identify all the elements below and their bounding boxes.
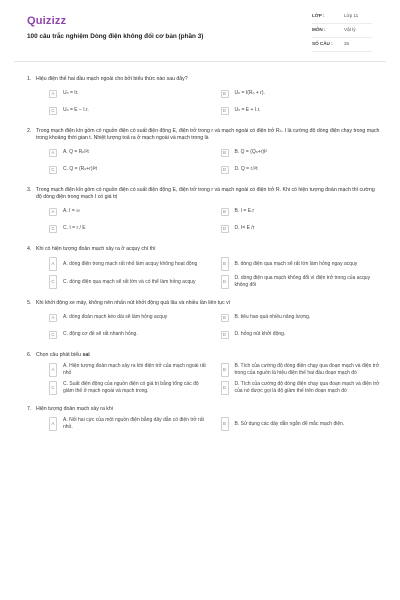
option-letter: A [49,417,57,431]
option-b[interactable] [221,363,381,377]
option-b[interactable] [221,257,381,271]
option-letter: B [221,363,229,377]
option-letter: A [49,149,57,157]
option-c[interactable] [49,328,209,341]
option-letter: A [49,314,57,322]
option-b[interactable] [221,311,381,324]
meta-label: MÔN : [312,27,326,33]
option-text: C. Suất điện động của nguồn điện có giá trị bằng tổng các độ giảm thế ở mạch ngoài và mạch trong. [63,381,199,395]
option-text: A. dòng điện trong mạch rất nhỏ làm acquy không hoạt động [63,260,198,267]
option-letter: C [49,225,57,233]
question-text: Khi khởi động xe máy, không nên nhấn nút khởi động quá lâu và nhiều lần liên tục vì [36,300,231,307]
option-a[interactable] [49,146,209,159]
question-text [36,352,386,359]
option-text: B. Q = (Qₙ+r)I² [234,149,268,156]
question-1 [14,76,386,117]
option-text: A. Hiện tượng đoản mạch xảy ra khi điện trở của mạch ngoài rất nhỏ [63,363,206,377]
option-text: C. dòng điện qua mạch sẽ rất lớn và có thể làm hỏng acquy [63,278,196,285]
option-d[interactable] [221,328,381,341]
option-letter: C [49,107,57,115]
option-letter: B [221,257,229,271]
option-a[interactable] [49,257,209,271]
option-b[interactable] [221,417,381,431]
question-4 [14,246,386,289]
option-letter: C [49,275,57,289]
option-letter: C [49,166,57,174]
option-a[interactable] [49,417,209,431]
option-text: A. I = ∞ [63,208,80,215]
question-text-main: Chọn câu phát biểu [36,352,81,359]
meta-label: LỚP : [312,13,325,19]
meta-value: Vật lý [344,27,356,33]
option-letter: D [221,225,229,233]
meta-table [312,10,372,52]
question-text: Khi có hiện tượng đoản mạch xảy ra ở acquy chì thì [36,246,156,253]
question-number: 1. [27,76,32,82]
option-letter: B [221,208,229,216]
option-d[interactable] [221,275,381,289]
option-c[interactable] [49,104,209,117]
question-2 [14,128,386,176]
option-text: Uₙ = E + I.r. [234,107,261,114]
question-text: Hiệu điện thế hai đầu mạch ngoài cho bởi biểu thức nào sau đây? [36,76,188,82]
option-d[interactable] [221,222,381,235]
option-letter: B [221,417,229,431]
option-c[interactable] [49,381,209,395]
question-3 [14,187,386,235]
question-number: 7. [27,406,32,413]
option-letter: D [221,166,229,174]
worksheet-title: 100 câu trắc nghiệm Dòng điện không đổi cơ bản (phần 3) [27,33,204,40]
option-text: D. Q = r.I²t [234,166,258,173]
option-text: B. dòng điện qua mạch sẽ rất lớn làm hỏng ngay acquy [234,260,358,267]
option-b[interactable] [221,205,381,218]
option-letter: B [221,90,229,98]
option-text: D. dòng điện qua mạch không đổi vì điện trở trong của acquy không đổi [234,275,371,289]
option-text: B. Tích của cường độ dòng điện chạy qua đoạn mạch và điện trở trong của nguồn là hiệu điện thế hai đầu đoạn mạch đó [234,363,380,377]
option-d[interactable] [221,381,381,395]
question-number: 4. [27,246,32,253]
meta-row-grade [312,10,372,24]
option-c[interactable] [49,222,209,235]
question-6 [14,352,386,395]
option-text: Uₙ = I(Rₙ + r). [234,90,265,97]
question-text: Hiện tượng đoản mạch xảy ra khi [36,406,113,413]
option-letter: D [221,381,229,395]
option-c[interactable] [49,275,209,289]
option-a[interactable] [49,87,209,100]
question-number: 3. [27,187,32,194]
option-text: A. Nối hai cực của một nguồn điện bằng dây dẫn có điện trở rất nhỏ. [63,417,204,431]
option-text: A. dòng đoản mạch kéo dài sẽ làm hỏng acquy [63,314,168,321]
question-text-emphasis: sai [82,352,90,359]
option-letter: B [221,149,229,157]
option-text: B. Sử dụng các dây dẫn ngắn để mắc mạch điện. [234,420,345,427]
option-text: C. I = r / E [63,225,86,232]
option-letter: D [221,275,229,289]
meta-row-count [312,38,372,52]
option-a[interactable] [49,311,209,324]
option-c[interactable] [49,163,209,176]
meta-row-subject [312,24,372,38]
option-letter: A [49,363,57,377]
option-b[interactable] [221,87,381,100]
option-text: C. Q = (Rₙ+r)I²t [63,166,97,173]
question-number: 5. [27,300,32,307]
question-number: 6. [27,352,32,359]
option-text: C. động cơ đề sẽ rất nhanh hỏng. [63,331,138,338]
option-text: Uₙ = E – I.r. [63,107,89,114]
option-text: A. Q = RₙI²t [63,149,89,156]
quizizz-logo: Quizizz [27,15,67,27]
meta-value: 25 [344,41,350,47]
option-letter: A [49,257,57,271]
option-d[interactable] [221,104,381,117]
option-a[interactable] [49,205,209,218]
option-text: Uₙ = Ir. [63,90,79,97]
option-text: B. I = E.r [234,208,255,215]
option-text: D. Tích của cường độ dòng điện chạy qua đoạn mạch và điện trở của nó được gọi là độ giảm thế trên đoạn mạch đó [234,381,380,395]
question-5 [14,300,386,341]
option-a[interactable] [49,363,209,377]
option-d[interactable] [221,163,381,176]
question-text: Trong mạch điện kín gồm có nguồn điện có suất điện động E, điện trở trong r và mạch ngoài có điện trở R. Khi có hiện tượng đoản mạch thì cường độ dòng điện trong mạch I có giá trị [36,187,375,201]
option-b[interactable] [221,146,381,159]
option-text: D. I= E /r [234,225,255,232]
option-letter: A [49,90,57,98]
question-list [14,62,386,431]
meta-label: SỐ CÂU : [312,41,333,47]
option-text: B. tiêu hao quá nhiều năng lượng. [234,314,311,321]
option-letter: B [221,314,229,322]
option-letter: C [49,331,57,339]
option-letter: D [221,107,229,115]
question-text: Trong mạch điện kín gồm có nguồn điện có suất điện động E, điện trở trong r và mạch ngoài có điện trở Rₙ. I là cường độ dòng điện chạy trong mạch trong khoảng thời gian t. Nhiệt lượng toả ra ở mạch ngoài và mạch trong là [36,128,380,142]
option-letter: D [221,331,229,339]
question-7 [14,406,386,431]
option-text: D. hỏng nút khởi động. [234,331,286,338]
meta-value: Lớp 11 [344,13,359,19]
option-letter: A [49,208,57,216]
question-number: 2. [27,128,32,135]
worksheet-header [14,0,386,62]
option-letter: C [49,381,57,395]
